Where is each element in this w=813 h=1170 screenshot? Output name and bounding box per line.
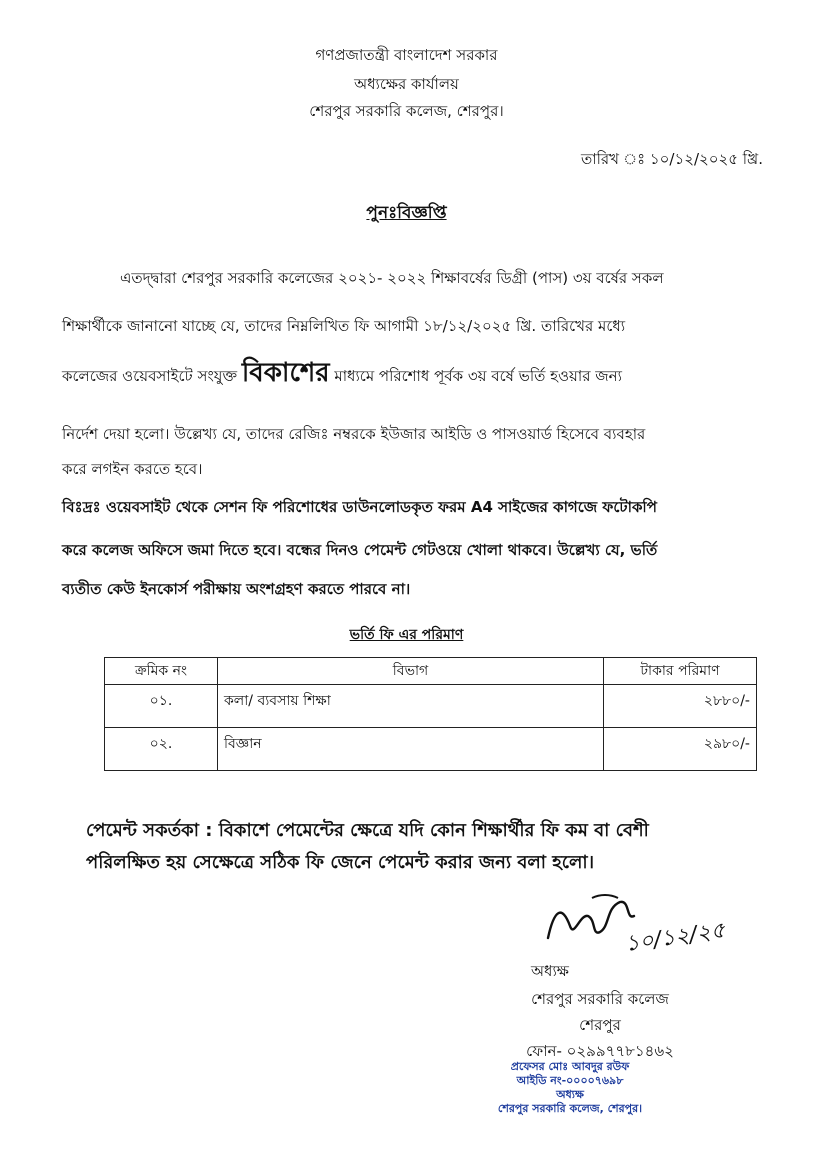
stamp-id: আইডি নং-০০০০৭৬৯৮ (516, 1074, 624, 1087)
stamp-title: অধ্যক্ষ (556, 1088, 584, 1101)
header-office: অধ্যক্ষের কার্যালয় (354, 75, 459, 93)
payment-warning-line-1: পেমেন্ট সকর্তকা : বিকাশে পেমেন্টের ক্ষেত্রে যদি কোন শিক্ষার্থীর ফি কম বা বেশী (86, 820, 649, 841)
bkash-emphasis: বিকাশের (241, 358, 330, 388)
fee-table-title (0, 623, 813, 647)
department-cell: বিজ্ঞান (218, 728, 604, 771)
amount-cell: ২৯৮০/- (604, 728, 757, 771)
signature-date: ১০/১২/২৫ (623, 918, 727, 957)
notice-title-text: পুনঃবিজ্ঞপ্তি (366, 203, 447, 223)
col-amount-header: টাকার পরিমাণ (604, 658, 757, 685)
note-line-1: বিঃদ্রঃ ওয়েবসাইট থেকে সেশন ফি পরিশোধের ডাউনলোডকৃত ফরম A4 সাইজের কাগজে ফটোকপি (62, 498, 657, 516)
note-line-3: ব্যতীত কেউ ইনকোর্স পরীক্ষায় অংশগ্রহণ করতে পারবে না। (62, 580, 411, 598)
stamp-name: প্রফেসর মোঃ আবদুর রউফ (510, 1060, 630, 1073)
body-line-4: নির্দেশ দেয়া হলো। উল্লেখ্য যে, তাদের রেজিঃ নম্বরকে ইউজার আইডি ও পাসওয়ার্ড হিসেবে ব্যবহার (62, 425, 646, 443)
body-line-3-pre: কলেজের ওয়েবসাইটে সংযুক্ত (62, 367, 238, 385)
serial-cell: ০১. (105, 685, 218, 728)
body-line-2: শিক্ষার্থীকে জানানো যাচ্ছে যে, তাদের নিম্নলিখিত ফি আগামী ১৮/১২/২০২৫ খ্রি. তারিখের মধ্যে (62, 317, 626, 335)
body-line-3 (62, 355, 762, 394)
fee-table-title-text: ভর্তি ফি এর পরিমাণ (349, 627, 464, 643)
col-department-header: বিভাগ (218, 658, 604, 685)
fee-table (104, 657, 757, 771)
stamp-college: শেরপুর সরকারি কলেজ, শেরপুর। (497, 1102, 643, 1115)
header-college: শেরপুর সরকারি কলেজ, শেরপুর। (309, 102, 504, 120)
payment-warning-line-2: পরিলক্ষিত হয় সেক্ষেত্রে সঠিক ফি জেনে পেমেন্ট করার জন্য বলা হলো। (86, 852, 595, 873)
department-cell: কলা/ ব্যবসায় শিক্ষা (218, 685, 604, 728)
note-line-2: করে কলেজ অফিসে জমা দিতে হবে। বন্ধের দিনও পেমেন্ট গেটওয়ে খোলা থাকবে। উল্লেখ্য যে, ভর্তি (62, 541, 658, 559)
signatory-college: শেরপুর সরকারি কলেজ (531, 990, 669, 1008)
notice-date: তারিখ ঃ ১০/১২/২০২৫ খ্রি. (580, 150, 763, 168)
notice-title (0, 200, 813, 228)
body-line-3-post: মাধ্যমে পরিশোধ পূর্বক ৩য় বর্ষে ভর্তি হওয়ার জন্য (334, 367, 622, 385)
header-govt: গণপ্রজাতন্ত্রী বাংলাদেশ সরকার (315, 46, 498, 64)
table-row (105, 685, 757, 728)
amount-cell: ২৮৮০/- (604, 685, 757, 728)
serial-cell: ০২. (105, 728, 218, 771)
signatory-phone: ফোন- ০২৯৯৭৭৮১৪৬২ (526, 1042, 674, 1060)
col-serial-header: ক্রমিক নং (105, 658, 218, 685)
signatory-title: অধ্যক্ষ (531, 962, 569, 980)
body-line-1: এতদ্দ্বারা শেরপুর সরকারি কলেজের ২০২১- ২০২২ শিক্ষাবর্ষের ডিগ্রী (পাস) ৩য় বর্ষের সকল (120, 269, 664, 287)
fee-table-header-row (105, 658, 757, 685)
table-row (105, 728, 757, 771)
signatory-city: শেরপুর (579, 1016, 621, 1034)
body-line-5: করে লগইন করতে হবে। (62, 460, 203, 478)
